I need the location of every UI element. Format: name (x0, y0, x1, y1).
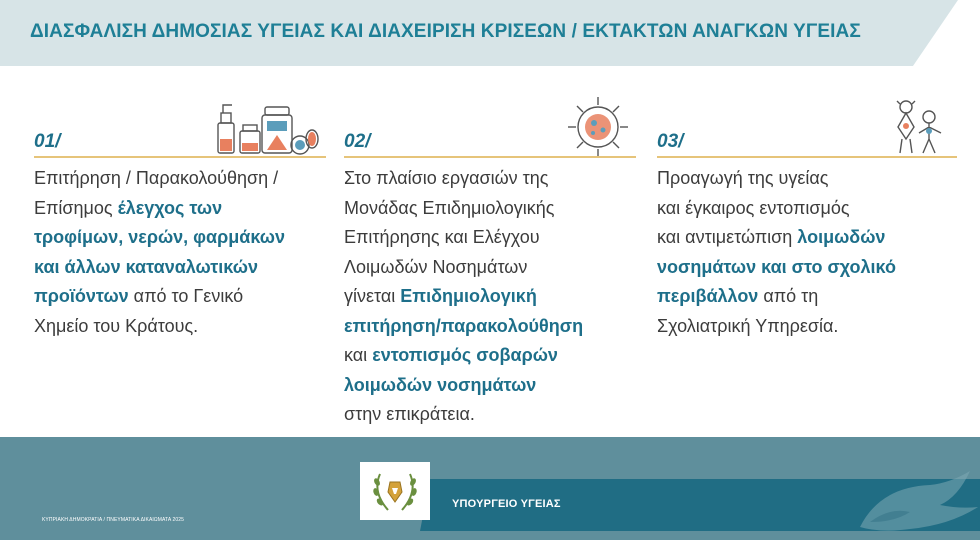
header-banner (0, 0, 980, 66)
column-text (34, 164, 285, 341)
column-text (657, 164, 896, 341)
text-line: Μονάδας Επιδημιολογικής (344, 197, 555, 218)
text-line: Χημείο του Κράτους. (34, 315, 199, 336)
column-divider (344, 156, 636, 158)
virus-icon (566, 95, 630, 157)
column-divider (34, 156, 326, 158)
text-line: Επιτήρηση / Παρακολούθηση / (34, 168, 279, 188)
text-line: και άλλων καταναλωτικών (34, 256, 258, 277)
text-line: προϊόντων από το Γενικό (34, 286, 244, 306)
footer (0, 437, 980, 540)
text-line: νοσημάτων και στο σχολικό (657, 256, 896, 277)
text-line: και έγκαιρος εντοπισμός (657, 197, 850, 218)
text-line: τροφίμων, νερών, φαρμάκων (34, 227, 285, 247)
column-number: 02/ (344, 131, 371, 152)
info-column-3 (657, 95, 957, 435)
ministry-label: ΥΠΟΥΡΓΕΙΟ ΥΓΕΙΑΣ (452, 498, 561, 510)
cyprus-emblem-icon (360, 462, 430, 520)
text-line: και εντοπισμός σοβαρών (344, 345, 558, 365)
text-line: Προαγωγή της υγείας (657, 168, 829, 188)
copyright-text: ΚΥΠΡΙΑΚΗ ΔΗΜΟΚΡΑΤΙΑ / ΠΝΕΥΜΑΤΙΚΑ ΔΙΚΑΙΩΜΑΤΑ 2025 (42, 517, 185, 523)
text-line: Επιτήρησης και Ελέγχου (344, 227, 540, 247)
products-bottles-icon (212, 95, 322, 157)
column-divider (657, 156, 957, 158)
info-column-1 (34, 95, 326, 435)
children-icon (889, 95, 947, 157)
emblem-card (360, 462, 430, 520)
column-text (344, 164, 583, 430)
text-line: περιβάλλον από τη (657, 286, 819, 306)
text-line: γίνεται Επιδημιολογική (344, 286, 537, 306)
text-line: και αντιμετώπιση λοιμωδών (657, 227, 886, 247)
column-number: 01/ (34, 131, 61, 152)
text-line: Λοιμωδών Νοσημάτων (344, 256, 528, 277)
text-line: Επίσημος έλεγχος των (34, 197, 223, 218)
text-line: στην επικράτεια. (344, 404, 475, 424)
column-number: 03/ (657, 131, 684, 152)
text-line: επιτήρηση/παρακολούθηση (344, 315, 584, 336)
page-title: ΔΙΑΣΦΑΛΙΣΗ ΔΗΜΟΣΙΑΣ ΥΓΕΙΑΣ ΚΑΙ ΔΙΑΧΕΙΡΙΣΗ ΚΡΙΣΕΩΝ / ΕΚΤΑΚΤΩΝ ΑΝΑΓΚΩΝ ΥΓΕΙΑΣ (30, 21, 861, 42)
text-line: Σχολιατρική Υπηρεσία. (657, 315, 839, 336)
text-line: λοιμωδών νοσημάτων (344, 374, 537, 395)
dove-watermark-icon (840, 467, 980, 540)
info-column-2 (344, 95, 636, 435)
text-line: Στο πλαίσιο εργασιών της (344, 168, 549, 188)
